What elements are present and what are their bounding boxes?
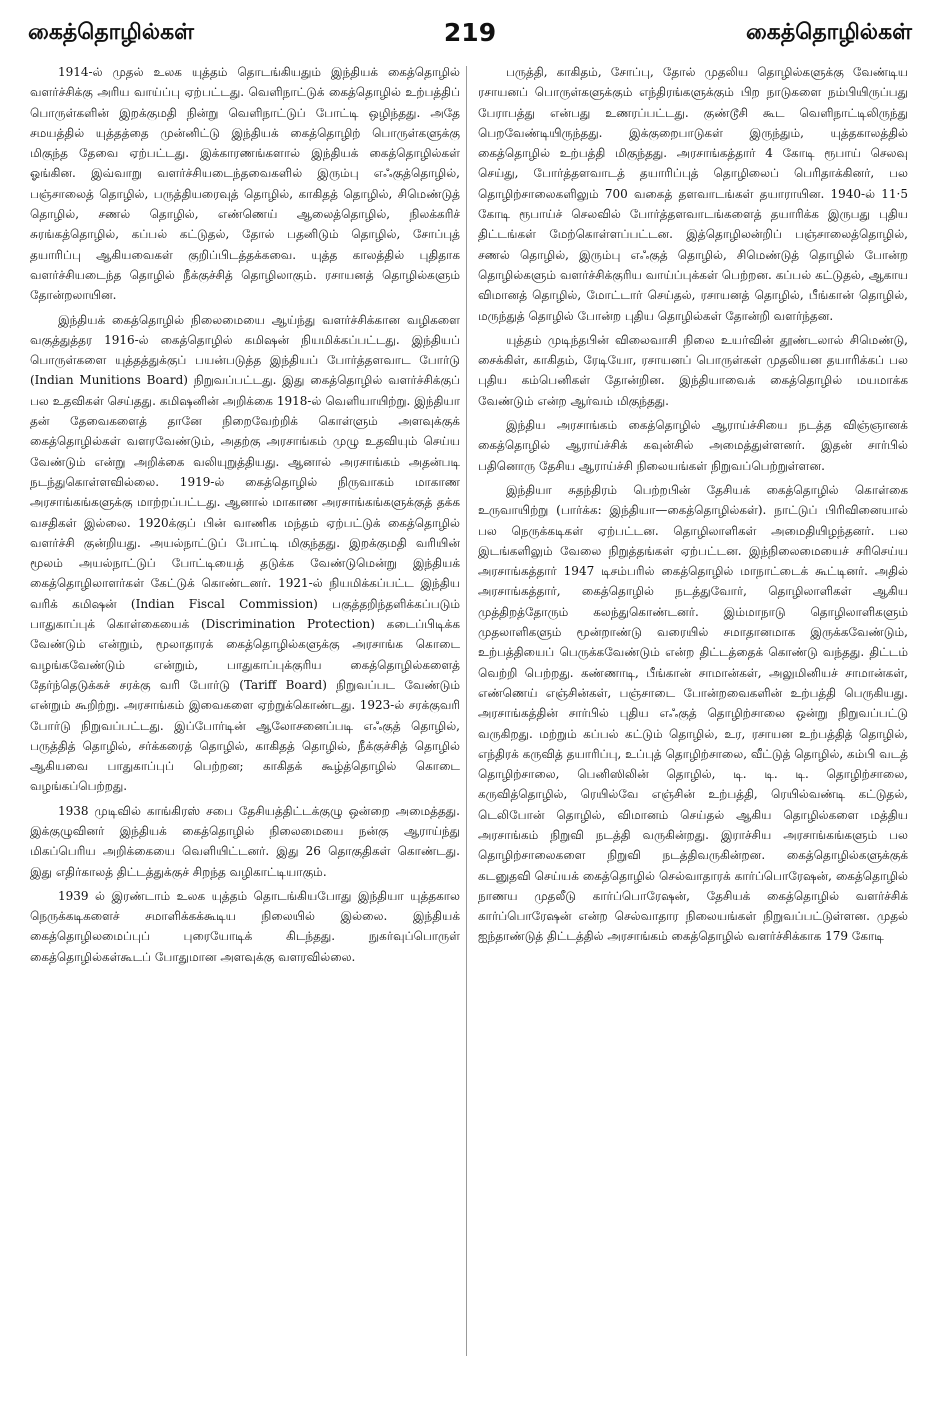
- paragraph: யுத்தம் முடிந்தபின் விலைவாசி நிலை உயர்வின் தூண்டலால் சிமெண்டு, சைக்கிள், காகிதம், ரேடியோ, ரசாயனப் பொருள்கள் முதலியன தயாரிக்கப் பல புதிய கம்பெனிகள் தோன்றின. இந்தியாவைக் கைத்தொழில் மயமாக்க வேண்டும் என்ற ஆர்வம் மிகுந்தது.: [478, 332, 908, 408]
- running-head-right: கைத்தொழில்கள்: [745, 20, 912, 45]
- paragraph: இந்தியக் கைத்தொழில் நிலைமையை ஆய்ந்து வளர்ச்சிக்கான வழிகளை வகுத்துத்தர 1916-ல் கைத்தொழில் கமிஷன் நியமிக்கப்பட்டது. இந்தியப் பொருள்களை யுத்தத்துக்குப் பயன்படுத்த இந்தியப் போர்த்தளவாட போர்டு (Indian Munitions Board) நிறுவப்பட்டது. இது கைத்தொழில் வளர்ச்சிக்குப் பல உதவிகள் செய்தது. கமிஷனின் அறிக்கை 1918-ல் வெளியாயிற்று. இந்தியா தன் தேவைகளைத் தானே நிறைவேற்றிக் கொள்ளும் அளவுக்குக் கைத்தொழில்கள் வளரவேண்டும், அதற்கு அரசாங்கம் முழு உதவியும் செய்ய வேண்டும் என்று அறிக்கை வலியுறுத்தியது. ஆனால் அரசாங்கம் அதன்படி நடந்துகொள்ளவில்லை. 1919-ல் கைத்தொழில் நிருவாகம் மாகாண அரசாங்கங்களுக்கு மாற்றப்பட்டது. ஆனால் மாகாண அரசாங்கங்களுக்குத் தக்க வசதிகள் இல்லை. 1920க்குப் பின் வாணிக மந்தம் ஏற்பட்டுக் கைத்தொழில் வளர்ச்சி குன்றியது. அயல்நாட்டுப் போட்டி மிகுந்தது. இறக்குமதி வரியின் மூலம் அயல்நாட்டுப் போட்டியைத் தடுக்க வேண்டுமென்று இந்தியக் கைத்தொழிலாளர்கள் கேட்டுக் கொண்டனர். 1921-ல் நியமிக்கப்பட்ட இந்திய வரிக் கமிஷன் (Indian Fiscal Commission) பகுத்தறிந்தளிக்கப்படும் பாதுகாப்புக் கொள்கையைக் (Discrimination Protection) கடைப்பிடிக்க வேண்டும் என்றும், மூலாதாரக் கைத்தொழில்களுக்கு அரசாங்க கொடை வழங்கவேண்டும் என்றும், பாதுகாப்புக்குரிய கைத்தொழில்களைத் தேர்ந்தெடுக்கச் சரக்கு வரி போர்டு (Tariff Board) நிறுவப்பட வேண்டும் என்றும் கூறிற்று. அரசாங்கம் இவைகளை ஏற்றுக்கொண்டது. 1923-ல் சரக்குவரி போர்டு நிறுவப்பட்டது. இப்போர்டின் ஆலோசனைப்படி எஃகுத் தொழில், பருத்தித் தொழில், சர்க்கரைத் தொழில், காகிதத் தொழில், நீக்குச்சித் தொழில் ஆகியவை பாதுகாப்புப் பெற்றன; காகிதக் கூழ்த்தொழில் கொடை வழங்கப்பெற்றது.: [30, 312, 460, 794]
- paragraph: இந்திய அரசாங்கம் கைத்தொழில் ஆராய்ச்சியை நடத்த விஞ்ஞானக் கைத்தொழில் ஆராய்ச்சிக் கவுன்சில் அமைத்துள்ளனர். இதன் சார்பில் பதினொரு தேசிய ஆராய்ச்சி நிலையங்கள் நிறுவப்பெற்றுள்ளன.: [478, 418, 908, 473]
- right-column: [478, 62, 908, 951]
- paragraph: 1914-ல் முதல் உலக யுத்தம் தொடங்கியதும் இந்தியக் கைத்தொழில் வளர்ச்சிக்கு அரிய வாய்ப்பு ஏற்பட்டது. வெளிநாட்டுக் கைத்தொழில் உற்பத்திப் பொருள்களின் இறக்குமதி நின்று வெளிநாட்டுப் போட்டி ஒழிந்தது. அதே சமயத்தில் யுத்தத்தை முன்னிட்டு இந்தியக் கைத்தொழிற் பொருள்களுக்கு மிகுந்த தேவை ஏற்பட்டது. இக்காரணங்களால் இந்தியக் கைத்தொழில்கள் ஓங்கின. இவ்வாறு வளர்ச்சியடைந்தவைகளில் இரும்பு எஃகுத்தொழில், பஞ்சாலைத் தொழில், பருத்தியரைவுத் தொழில், காகிதத் தொழில், சிமெண்டுத் தொழில், சணல் தொழில், எண்ணெய் ஆலைத்தொழில், நிலக்கரிச் சுரங்கத்தொழில், கப்பல் கட்டுதல், தோல் பதனிடும் தொழில், சோப்புத் தயாரிப்பு ஆகியவைகள் குறிப்பிடத்தக்கவை. யுத்த காலத்தில் புதிதாக வளர்ச்சியடைந்த தொழில் நீக்குச்சித் தொழிலாகும். ரசாயனத் தொழில்களும் தோன்றலாயின.: [30, 65, 460, 303]
- running-head-left: கைத்தொழில்கள்: [28, 20, 195, 45]
- paragraph: இந்தியா சுதந்திரம் பெற்றபின் தேசியக் கைத்தொழில் கொள்கை உருவாயிற்று (பார்க்க: இந்தியா—கைத்தொழில்கள்). நாட்டுப் பிரிவினையால் பல நெருக்கடிகள் ஏற்பட்டன. தொழிலாளிகள் அமைதியிழந்தனர். பல இடங்களிலும் வேலை நிறுத்தங்கள் ஏற்பட்டன. இந்நிலைமையைச் சரிசெய்ய அரசாங்கத்தார் 1947 டிசம்பரில் கைத்தொழில் மாநாட்டைக் கூட்டினர். அதில் அரசாங்கத்தார், கைத்தொழில் நடத்துவோர், தொழிலாளிகள் ஆகிய முத்திறத்தோரும் கலந்துகொண்டனர். இம்மாநாடு தொழிலாளிகளும் முதலாளிகளும் மூன்றாண்டு வரையில் சமாதானமாக இருக்கவேண்டும், உற்பத்தியைப் பெருக்கவேண்டும் என்ற திட்டத்தைக் கொண்டு வந்தது. திட்டம் வெற்றி பெற்றது. கண்ணாடி, பீங்கான் சாமான்கள், அலுமினியச் சாமான்கள், எண்ணெய் எஞ்சின்கள், பஞ்சாடை போன்றவைகளின் உற்பத்தி பெருகியது. அரசாங்கத்தின் சார்பில் புதிய எஃகுத் தொழிற்சாலை ஒன்று நிறுவப்பட்டு வருகிறது. மற்றும் கப்பல் கட்டும் தொழில், உர, ரசாயன உற்பத்தித் தொழில், எந்திரக் கருவித் தயாரிப்பு, உப்புத் தொழிற்சாலை, வீட்டுத் தொழில், கம்பி வடத் தொழிற்சாலை, பெனிஸிலின் தொழில், டி. டி. டி. தொழிற்சாலை, கருவித்தொழில், ரெயில்வே எஞ்சின் உற்பத்தி, ரெயில்வண்டி கட்டுதல், டெலிபோன் தொழில், விமானம் செய்தல் ஆகிய தொழில்களை மத்திய அரசாங்கம் நிறுவி நடத்தி வருகின்றது. இராச்சிய அரசாங்கங்களும் பல தொழிற்சாலைகளை நிறுவி நடத்திவருகின்றன. கைத்தொழில்களுக்குக் கடனுதவி செய்யக் கைத்தொழில் செல்வாதாரக் கார்ப்பொரேஷன், கைத்தொழில் நாணய முதலீடு கார்ப்பொரேஷன், தேசியக் கைத்தொழில் வளர்ச்சிக் கார்ப்பொரேஷன் என்ற செல்வாதார நிலையங்கள் நிறுவப்பட்டுள்ளன. முதல் ஐந்தாண்டுத் திட்டத்தில் அரசாங்கம் கைத்தொழில் வளர்ச்சிக்காக 179 கோடி: [478, 482, 908, 944]
- paragraph: பருத்தி, காகிதம், சோப்பு, தோல் முதலிய தொழில்களுக்கு வேண்டிய ரசாயனப் பொருள்களுக்கும் எந்திரங்களுக்கும் பிற நாடுகளை நம்பியிருப்பது பேராபத்து என்பது உணரப்பட்டது. குண்டூசி கூட வெளிநாட்டிலிருந்து பெறவேண்டியிருந்தது. இக்குறைபாடுகள் இருந்தும், யுத்தகாலத்தில் கைத்தொழில் உற்பத்தி மிகுந்தது. அரசாங்கத்தார் 4 கோடி ரூபாய் செலவு செய்து, போர்த்தளவாடத் தயாரிப்புத் தொழிலைப் பெரிதாக்கினர், பல தொழிற்சாலைகளிலும் 700 வகைத் தளவாடங்கள் தயாராயின. 1940-ல் 11·5 கோடி ரூபாய்ச் செலவில் போர்த்தளவாடங்களைத் தயாரிக்க இருபது புதிய திட்டங்கள் மேற்கொள்ளப்பட்டன. இத்தொழிலன்றிப் பஞ்சாலைத்தொழில், சணல் தொழில், இரும்பு எஃகுத் தொழில், சிமெண்டுத் தொழில் போன்ற தொழில்களும் வளர்ச்சிக்குரிய வாய்ப்புக்கள் பெற்றன. கப்பல் கட்டுதல், ஆகாய விமானத் தொழில், மோட்டார் செய்தல், ரசாயனத் தொழில், பீங்கான் தொழில், மருந்துத் தொழில் போன்ற புதிய தொழில்கள் தோன்றி வளர்ந்தன.: [478, 65, 908, 323]
- column-divider: [466, 66, 467, 1356]
- page-number: 219: [443, 18, 497, 47]
- page-header: [0, 20, 940, 60]
- paragraph: 1939 ல் இரண்டாம் உலக யுத்தம் தொடங்கியபோது இந்தியா யுத்தகால நெருக்கடிகளைச் சமாளிக்கக்கூடிய நிலையில் இல்லை. இந்தியக் கைத்தொழிலமைப்புப் புரையோடிக் கிடந்தது. நுகர்வுப்பொருள் கைத்தொழில்கள்கூடப் போதுமான அளவுக்கு வளரவில்லை.: [30, 888, 460, 964]
- paragraph: 1938 முடிவில் காங்கிரஸ் சபை தேசியத்திட்டக்குழு ஒன்றை அமைத்தது. இக்குழுவினர் இந்தியக் கைத்தொழில் நிலைமையை நன்கு ஆராய்ந்து மிகப்பெரிய அறிக்கையை வெளியிட்டனர். இது 26 தொகுதிகள் கொண்டது. இது எதிர்காலத் திட்டத்துக்குச் சிறந்த வழிகாட்டியாகும்.: [30, 803, 460, 879]
- left-column: [30, 62, 460, 971]
